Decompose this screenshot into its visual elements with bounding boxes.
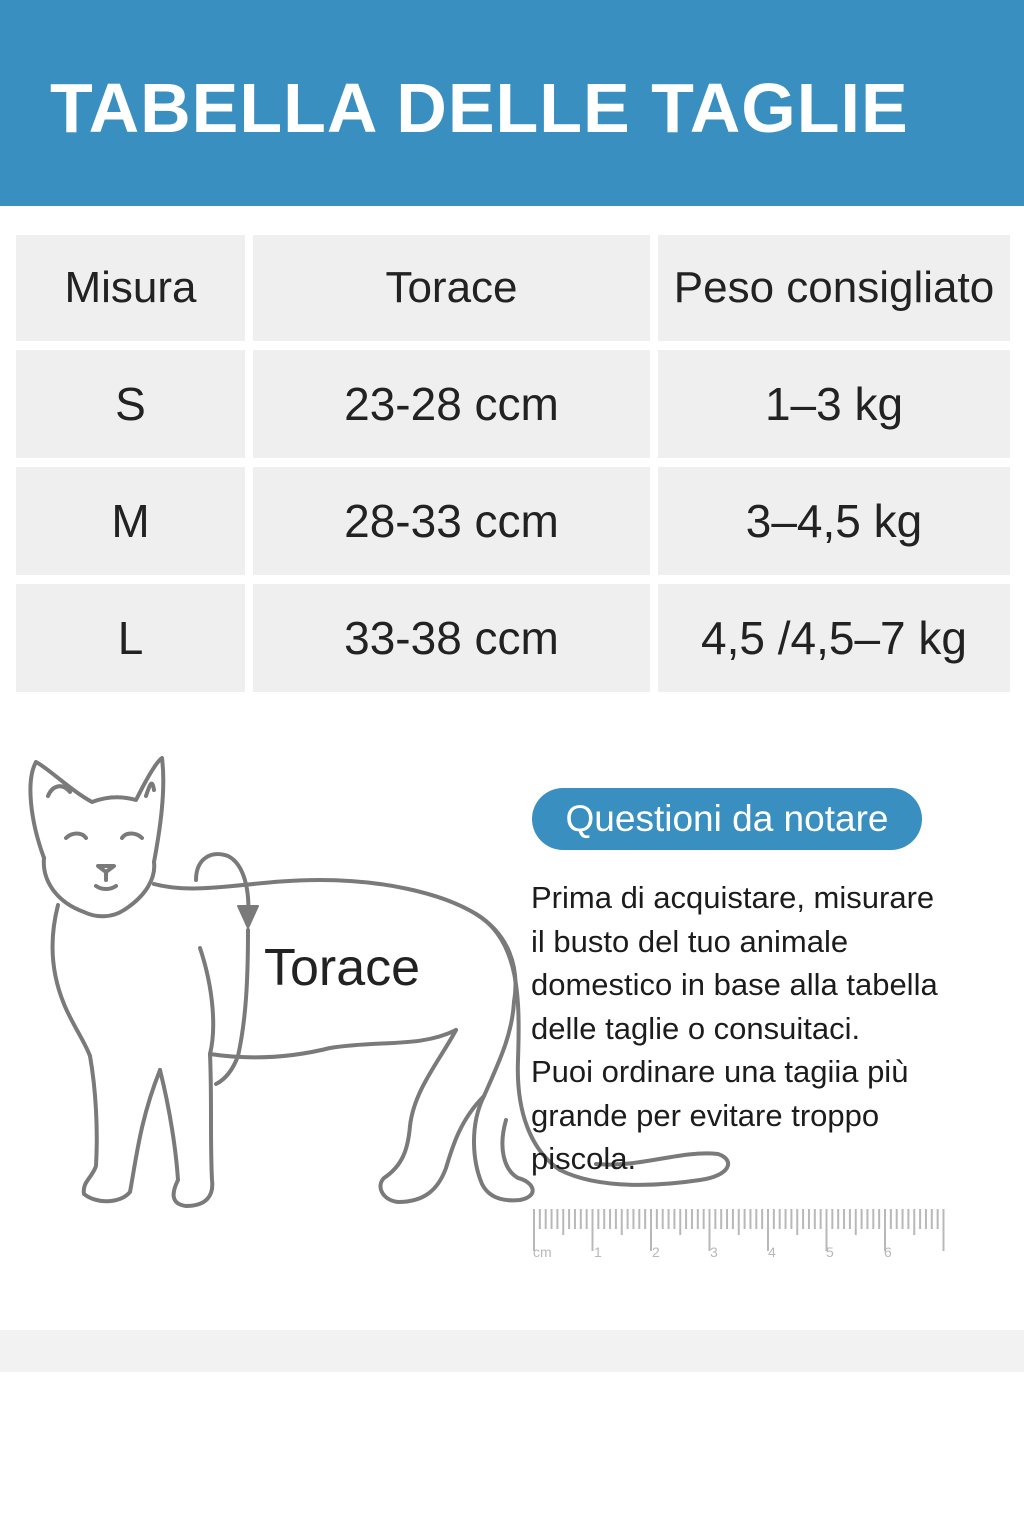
- ruler-mark-label: 3: [710, 1244, 718, 1260]
- table-cell-weight: 3–4,5 kg: [658, 467, 1010, 575]
- table-cell-size: M: [16, 467, 245, 575]
- notice-line: Puoi ordinare una tagiia più: [531, 1054, 909, 1089]
- table-header-weight: Peso consigliato: [658, 235, 1010, 341]
- notice-line: il busto del tuo animale: [531, 923, 849, 959]
- chest-label: Torace: [264, 939, 421, 997]
- header-banner: [0, 0, 1024, 206]
- table-cell-size: L: [16, 584, 245, 692]
- ruler-unit-label: cm: [533, 1244, 552, 1260]
- notice-line: Prima di acquistare, misurare: [531, 880, 935, 915]
- table-cell-size: S: [16, 350, 245, 458]
- notice-text: [531, 876, 1001, 1181]
- table-cell-chest: 23-28 ccm: [253, 350, 650, 458]
- page-title: TABELLA DELLE TAGLIE: [50, 69, 909, 147]
- ruler-mark-label: 6: [884, 1244, 892, 1260]
- ruler-mark-label: 1: [594, 1244, 602, 1260]
- table-cell-chest: 33-38 ccm: [253, 584, 650, 692]
- table-cell-weight: 1–3 kg: [658, 350, 1010, 458]
- footer-band: [0, 1330, 1024, 1372]
- notice-line: domestico in base alla tabella: [531, 967, 938, 1002]
- ruler-icon: [530, 1205, 950, 1265]
- table-header-size: Misura: [16, 235, 245, 341]
- notice-title-badge: Questioni da notare: [532, 788, 922, 850]
- ruler-mark-label: 4: [768, 1244, 776, 1260]
- notice-line: grande per evitare troppo: [531, 1097, 880, 1133]
- table-cell-chest: 28-33 ccm: [253, 467, 650, 575]
- notice-line: piscola.: [531, 1141, 637, 1176]
- ruler-mark-label: 5: [826, 1244, 834, 1260]
- table-header-chest: Torace: [253, 235, 650, 341]
- ruler-mark-label: 2: [652, 1244, 660, 1260]
- notice-line: delle taglie o consuitaci.: [531, 1010, 861, 1046]
- table-cell-weight: 4,5 /4,5–7 kg: [658, 584, 1010, 692]
